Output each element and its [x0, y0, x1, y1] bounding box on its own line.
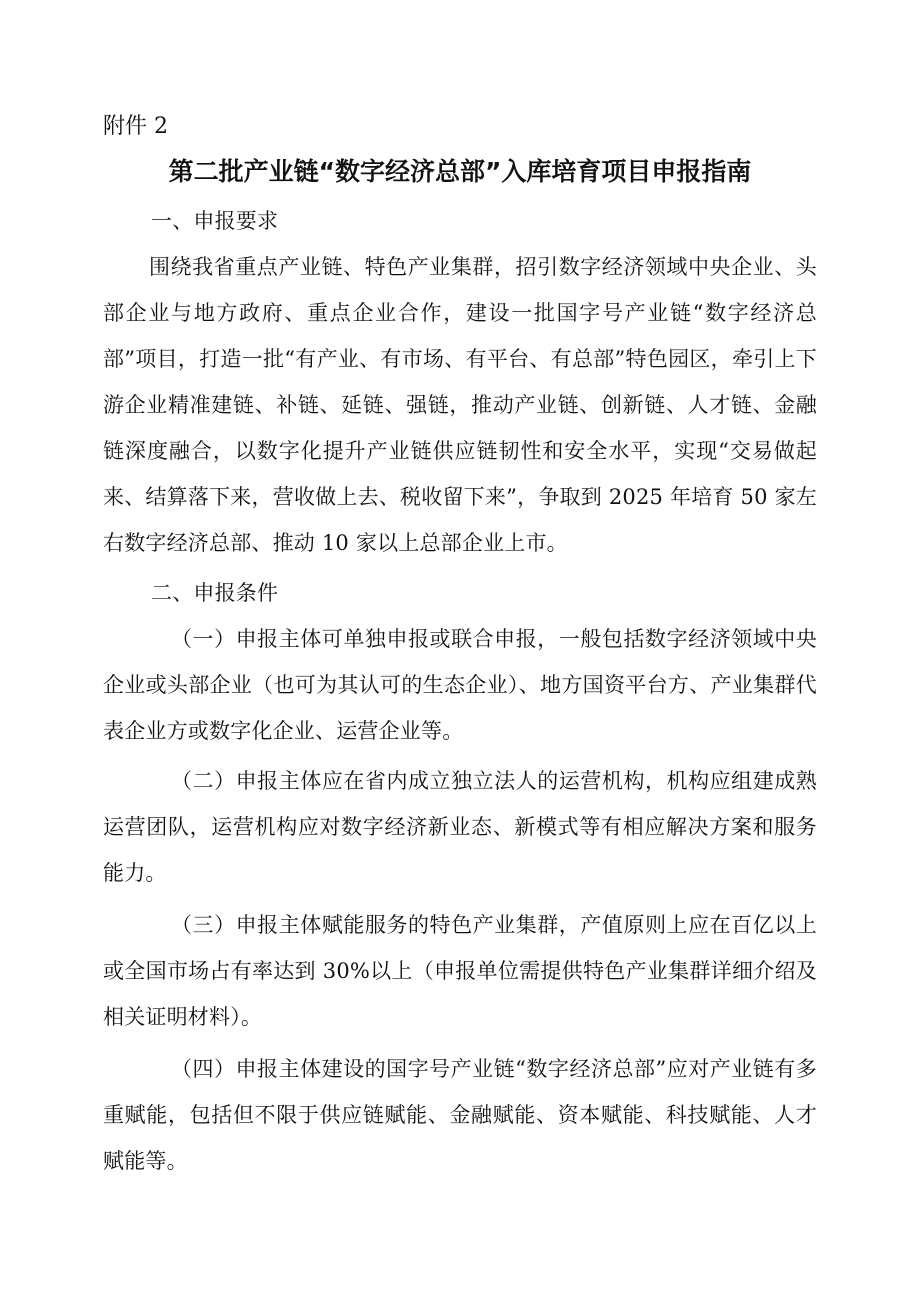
condition-item-4: （四）申报主体建设的国字号产业链“数字经济总部”应对产业链有多重赋能，包括但不限于供应链赋能、金融赋能、资本赋能、科技赋能、人才赋能等。 — [103, 1057, 817, 1173]
attachment-label: 附件 2 — [103, 114, 168, 139]
condition-item-2: （二）申报主体应在省内成立独立法人的运营机构，机构应组建成熟运营团队，运营机构应对数字经济新业态、新模式等有相应解决方案和服务能力。 — [103, 769, 817, 885]
condition-item-3: （三）申报主体赋能服务的特色产业集群，产值原则上应在百亿以上或全国市场占有率达到 30%以上（申报单位需提供特色产业集群详细介绍及相关证明材料）。 — [103, 913, 817, 1029]
condition-item-1: （一）申报主体可单独申报或联合申报，一般包括数字经济领域中央企业或头部企业（也可为其认可的生态企业）、地方国资平台方、产业集群代表企业方或数字化企业、运营企业等。 — [103, 627, 817, 743]
requirements-paragraph: 围绕我省重点产业链、特色产业集群，招引数字经济领域中央企业、头部企业与地方政府、重点企业合作，建设一批国字号产业链“数字经济总部”项目，打造一批“有产业、有市场、有平台、有总部”特色园区，牵引上下游企业精准建链、补链、延链、强链，推动产业链、创新链、人才链、金融链深度融合，以数字化提升产业链供应链韧性和安全水平，实现“交易做起来、结算落下来，营收做上去、税收留下来”，争取到 2025 年培育 50 家左右数字经济总部、推动 10 家以上总部企业上市。 — [103, 255, 817, 555]
section-heading-requirements: 一、申报要求 — [151, 209, 279, 233]
section-heading-conditions: 二、申报条件 — [151, 581, 279, 605]
document-title: 第二批产业链“数字经济总部”入库培育项目申报指南 — [168, 157, 752, 186]
document-body — [103, 198, 817, 1184]
